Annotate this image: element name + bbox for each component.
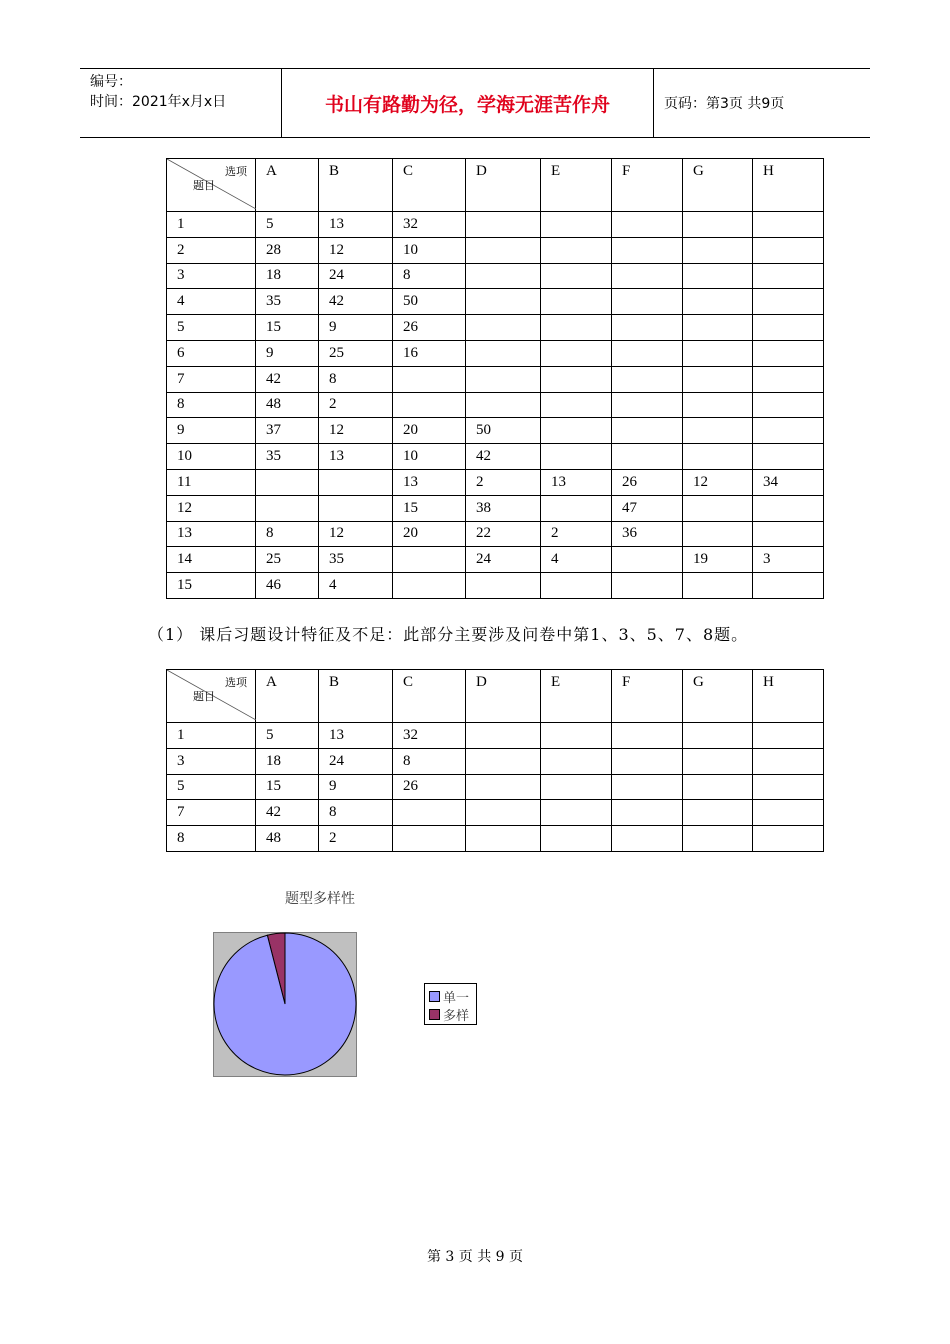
count-cell: 16	[393, 340, 466, 366]
page-header	[80, 68, 870, 138]
count-cell: 2	[466, 469, 541, 495]
table-row	[167, 469, 824, 495]
table-row	[167, 263, 824, 289]
column-header: E	[541, 670, 612, 723]
count-cell	[466, 774, 541, 800]
count-cell	[541, 315, 612, 341]
count-cell	[753, 340, 824, 366]
count-cell: 24	[319, 748, 393, 774]
count-cell	[683, 315, 753, 341]
count-cell	[541, 748, 612, 774]
corner-header-cell	[167, 670, 256, 723]
corner-label-options: 选项	[225, 676, 247, 689]
count-cell: 9	[256, 340, 319, 366]
count-cell	[683, 748, 753, 774]
question-number-cell: 13	[167, 521, 256, 547]
count-cell: 3	[753, 547, 824, 573]
count-cell	[256, 469, 319, 495]
count-cell	[753, 723, 824, 749]
count-cell	[612, 366, 683, 392]
count-cell: 2	[319, 826, 393, 852]
question-number-cell: 7	[167, 366, 256, 392]
table-row	[167, 418, 824, 444]
column-header: G	[683, 159, 753, 212]
header-motto: 书山有路勤为径，学海无涯苦作舟	[324, 93, 610, 116]
count-cell	[612, 826, 683, 852]
count-cell	[612, 340, 683, 366]
count-cell	[612, 263, 683, 289]
count-cell: 18	[256, 748, 319, 774]
count-cell: 26	[612, 469, 683, 495]
table-row	[167, 723, 824, 749]
column-header: F	[612, 670, 683, 723]
count-cell: 10	[393, 237, 466, 263]
count-cell: 8	[393, 748, 466, 774]
count-cell: 20	[393, 418, 466, 444]
count-cell	[753, 495, 824, 521]
question-number-cell: 1	[167, 212, 256, 238]
count-cell	[683, 392, 753, 418]
count-cell	[612, 444, 683, 470]
question-number-cell: 6	[167, 340, 256, 366]
count-cell: 8	[319, 800, 393, 826]
column-header: D	[466, 670, 541, 723]
count-cell: 4	[541, 547, 612, 573]
chart-legend	[424, 983, 477, 1025]
legend-item	[429, 1005, 469, 1023]
count-cell: 35	[256, 289, 319, 315]
count-cell	[753, 418, 824, 444]
number-label: 编号：	[90, 74, 132, 90]
count-cell	[393, 366, 466, 392]
count-cell: 13	[319, 212, 393, 238]
exercise-results-table	[166, 669, 824, 852]
question-number-cell: 5	[167, 774, 256, 800]
count-cell	[683, 212, 753, 238]
count-cell	[541, 444, 612, 470]
count-cell	[612, 289, 683, 315]
column-header: D	[466, 159, 541, 212]
count-cell	[466, 723, 541, 749]
count-cell	[466, 826, 541, 852]
count-cell	[466, 573, 541, 599]
count-cell	[541, 723, 612, 749]
count-cell	[466, 800, 541, 826]
count-cell	[683, 340, 753, 366]
table-row	[167, 495, 824, 521]
count-cell: 42	[256, 366, 319, 392]
count-cell	[393, 392, 466, 418]
question-number-cell: 14	[167, 547, 256, 573]
count-cell: 24	[466, 547, 541, 573]
count-cell: 8	[256, 521, 319, 547]
count-cell: 8	[319, 366, 393, 392]
count-cell	[753, 289, 824, 315]
legend-label: 多样	[443, 1008, 470, 1024]
count-cell: 35	[319, 547, 393, 573]
count-cell	[753, 366, 824, 392]
corner-label-options: 选项	[225, 165, 247, 178]
count-cell	[612, 748, 683, 774]
count-cell: 8	[393, 263, 466, 289]
count-cell	[541, 366, 612, 392]
count-cell	[753, 237, 824, 263]
question-number-cell: 15	[167, 573, 256, 599]
question-number-cell: 12	[167, 495, 256, 521]
header-meta	[90, 72, 280, 112]
count-cell	[683, 418, 753, 444]
column-header: E	[541, 159, 612, 212]
count-cell: 22	[466, 521, 541, 547]
count-cell: 12	[319, 521, 393, 547]
header-divider	[653, 69, 654, 137]
header-row	[167, 159, 824, 212]
corner-header-cell	[167, 159, 256, 212]
count-cell: 47	[612, 495, 683, 521]
question-number-cell: 5	[167, 315, 256, 341]
column-header: C	[393, 159, 466, 212]
date-line: 时间：2021年x月x日	[90, 94, 227, 110]
count-cell: 37	[256, 418, 319, 444]
question-number-cell: 4	[167, 289, 256, 315]
column-header: A	[256, 670, 319, 723]
count-cell: 9	[319, 774, 393, 800]
count-cell: 32	[393, 212, 466, 238]
count-cell: 15	[256, 315, 319, 341]
count-cell: 32	[393, 723, 466, 749]
count-cell	[393, 826, 466, 852]
count-cell	[541, 826, 612, 852]
count-cell: 12	[319, 237, 393, 263]
table-row	[167, 315, 824, 341]
count-cell	[683, 366, 753, 392]
count-cell: 26	[393, 315, 466, 341]
header-page-info: 页码：第3页 共9页	[664, 96, 785, 112]
count-cell: 4	[319, 573, 393, 599]
corner-label-questions: 题目	[193, 690, 215, 703]
count-cell: 13	[541, 469, 612, 495]
count-cell: 20	[393, 521, 466, 547]
table-row	[167, 800, 824, 826]
count-cell: 19	[683, 547, 753, 573]
pie-slice-single	[214, 933, 356, 1075]
count-cell	[683, 800, 753, 826]
count-cell	[683, 289, 753, 315]
count-cell	[612, 418, 683, 444]
count-cell: 25	[319, 340, 393, 366]
count-cell: 50	[393, 289, 466, 315]
count-cell: 46	[256, 573, 319, 599]
count-cell	[753, 774, 824, 800]
count-cell	[466, 263, 541, 289]
column-header: H	[753, 670, 824, 723]
count-cell: 26	[393, 774, 466, 800]
count-cell	[612, 573, 683, 599]
count-cell: 5	[256, 212, 319, 238]
table-row	[167, 521, 824, 547]
question-number-cell: 11	[167, 469, 256, 495]
count-cell: 15	[393, 495, 466, 521]
count-cell	[753, 826, 824, 852]
column-header: C	[393, 670, 466, 723]
pie-chart	[213, 932, 357, 1077]
count-cell	[753, 573, 824, 599]
table-row	[167, 547, 824, 573]
table-row	[167, 392, 824, 418]
count-cell: 5	[256, 723, 319, 749]
count-cell	[683, 263, 753, 289]
question-number-cell: 8	[167, 392, 256, 418]
count-cell	[541, 774, 612, 800]
count-cell	[466, 340, 541, 366]
count-cell: 36	[612, 521, 683, 547]
count-cell	[541, 800, 612, 826]
count-cell: 15	[256, 774, 319, 800]
legend-swatch	[429, 991, 440, 1002]
count-cell	[612, 547, 683, 573]
question-number-cell: 3	[167, 748, 256, 774]
question-number-cell: 2	[167, 237, 256, 263]
count-cell	[466, 748, 541, 774]
count-cell	[466, 289, 541, 315]
question-number-cell: 8	[167, 826, 256, 852]
count-cell: 35	[256, 444, 319, 470]
count-cell	[466, 392, 541, 418]
count-cell	[466, 237, 541, 263]
count-cell: 24	[319, 263, 393, 289]
count-cell: 42	[256, 800, 319, 826]
table-row	[167, 748, 824, 774]
count-cell	[612, 800, 683, 826]
table-row	[167, 573, 824, 599]
survey-results-table	[166, 158, 824, 599]
section-paragraph: （1） 课后习题设计特征及不足：此部分主要涉及问卷中第1、3、5、7、8题。	[148, 625, 749, 644]
count-cell	[466, 366, 541, 392]
count-cell	[466, 315, 541, 341]
count-cell	[753, 444, 824, 470]
count-cell	[683, 723, 753, 749]
count-cell	[541, 573, 612, 599]
count-cell	[541, 418, 612, 444]
count-cell	[541, 495, 612, 521]
count-cell: 10	[393, 444, 466, 470]
count-cell: 13	[319, 444, 393, 470]
count-cell	[612, 212, 683, 238]
count-cell: 12	[683, 469, 753, 495]
legend-item	[429, 987, 469, 1005]
column-header: G	[683, 670, 753, 723]
count-cell	[753, 392, 824, 418]
table-row	[167, 444, 824, 470]
count-cell: 48	[256, 826, 319, 852]
count-cell: 2	[319, 392, 393, 418]
header-row	[167, 670, 824, 723]
count-cell	[541, 212, 612, 238]
column-header: B	[319, 670, 393, 723]
count-cell: 9	[319, 315, 393, 341]
count-cell	[541, 340, 612, 366]
count-cell: 48	[256, 392, 319, 418]
count-cell: 12	[319, 418, 393, 444]
count-cell: 42	[319, 289, 393, 315]
count-cell	[683, 573, 753, 599]
chart-title: 题型多样性	[285, 891, 355, 907]
count-cell	[541, 237, 612, 263]
count-cell: 18	[256, 263, 319, 289]
count-cell	[541, 392, 612, 418]
count-cell: 2	[541, 521, 612, 547]
legend-swatch	[429, 1009, 440, 1020]
count-cell: 13	[393, 469, 466, 495]
count-cell: 28	[256, 237, 319, 263]
count-cell	[683, 774, 753, 800]
count-cell	[683, 444, 753, 470]
count-cell	[683, 521, 753, 547]
count-cell	[319, 469, 393, 495]
count-cell	[612, 237, 683, 263]
question-number-cell: 7	[167, 800, 256, 826]
count-cell	[612, 392, 683, 418]
table-row	[167, 826, 824, 852]
question-number-cell: 3	[167, 263, 256, 289]
question-number-cell: 10	[167, 444, 256, 470]
column-header: F	[612, 159, 683, 212]
table-row	[167, 774, 824, 800]
count-cell	[683, 495, 753, 521]
table-row	[167, 237, 824, 263]
count-cell: 25	[256, 547, 319, 573]
count-cell	[753, 748, 824, 774]
question-number-cell: 1	[167, 723, 256, 749]
count-cell: 34	[753, 469, 824, 495]
count-cell	[753, 800, 824, 826]
table-row	[167, 340, 824, 366]
column-header: A	[256, 159, 319, 212]
count-cell	[753, 315, 824, 341]
count-cell	[683, 237, 753, 263]
count-cell	[683, 826, 753, 852]
count-cell: 38	[466, 495, 541, 521]
page-footer: 第 3 页 共 9 页	[426, 1249, 524, 1265]
table-row	[167, 289, 824, 315]
count-cell	[753, 521, 824, 547]
question-number-cell: 9	[167, 418, 256, 444]
count-cell: 42	[466, 444, 541, 470]
count-cell	[753, 263, 824, 289]
count-cell: 50	[466, 418, 541, 444]
corner-label-questions: 题目	[193, 179, 215, 192]
count-cell	[541, 289, 612, 315]
count-cell	[393, 800, 466, 826]
count-cell	[753, 212, 824, 238]
count-cell	[612, 723, 683, 749]
table-row	[167, 212, 824, 238]
count-cell	[541, 263, 612, 289]
count-cell: 13	[319, 723, 393, 749]
count-cell	[319, 495, 393, 521]
count-cell	[393, 573, 466, 599]
legend-label: 单一	[443, 990, 470, 1006]
count-cell	[466, 212, 541, 238]
count-cell	[393, 547, 466, 573]
column-header: B	[319, 159, 393, 212]
count-cell	[612, 774, 683, 800]
count-cell	[256, 495, 319, 521]
count-cell	[612, 315, 683, 341]
column-header: H	[753, 159, 824, 212]
table-row	[167, 366, 824, 392]
